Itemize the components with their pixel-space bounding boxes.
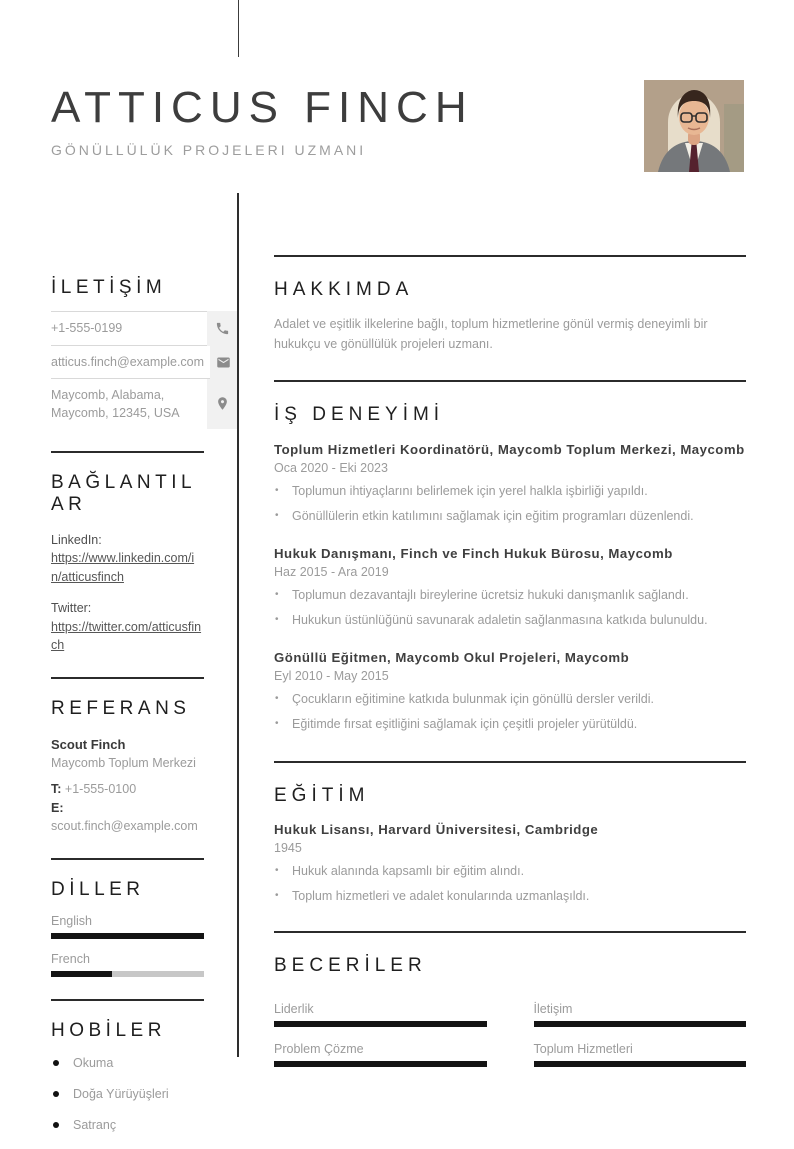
reference-organization: Maycomb Toplum Merkezi — [51, 756, 196, 771]
candidate-name: ATTICUS FINCH — [51, 83, 474, 132]
education-degree: Hukuk Lisansı, Harvard Üniversitesi, Cambridge — [274, 822, 599, 838]
skills-section — [274, 931, 746, 1066]
job-bullets — [274, 586, 746, 629]
links-heading: BAĞLANTILAR — [51, 471, 197, 516]
about-section — [274, 255, 746, 354]
job-dates: Oca 2020 - Eki 2023 — [274, 460, 388, 475]
twitter-label: Twitter: — [51, 600, 92, 615]
about-text: Adalet ve eşitlik ilkelerine bağlı, toplum hizmetlerine gönül vermiş deneyimli bir hukukçu ve gönüllülük projeleri uzmanı. — [274, 317, 708, 352]
language-item-english — [51, 914, 204, 939]
section-rule — [51, 677, 204, 679]
job-entry — [274, 441, 746, 525]
skill-level-bar — [274, 1021, 487, 1027]
reference-email-value: scout.finch@example.com — [51, 819, 198, 834]
education-section — [274, 761, 746, 905]
job-bullet: • Eğitimde fırsat eşitliğini sağlamak için çeşitli projeler yürütüldü. — [274, 715, 746, 733]
skill-item — [274, 1042, 487, 1067]
job-bullet: • Hukukun üstünlüğünü savunarak adaletin sağlanmasına katkıda bulunuldu. — [274, 611, 746, 629]
reference-email-label: E: — [51, 800, 64, 815]
skill-level-track — [274, 1021, 487, 1027]
job-bullet: • Toplumun ihtiyaçlarını belirlemek için yerel halkla işbirliği yapıldı. — [274, 482, 746, 500]
phone-icon — [207, 311, 237, 345]
links-list — [51, 531, 204, 656]
experience-section — [274, 380, 746, 733]
education-bullet: • Toplum hizmetleri ve adalet konularında uzmanlaşıldı. — [274, 887, 746, 905]
column-divider-line — [237, 193, 239, 1057]
job-title: Toplum Hizmetleri Koordinatörü, Maycomb Toplum Merkezi, Maycomb — [274, 441, 745, 457]
contact-row-address — [51, 379, 237, 429]
language-level-track — [51, 971, 204, 977]
section-rule — [51, 858, 204, 860]
section-rule — [274, 931, 746, 933]
hobby-item: Doğa Yürüyüşleri — [51, 1087, 204, 1101]
hobbies-list — [51, 1056, 204, 1132]
language-level-bar — [51, 971, 112, 977]
contact-row-phone — [51, 311, 237, 345]
mail-icon — [210, 346, 237, 379]
location-pin-icon — [207, 379, 237, 429]
hobby-item: Satranç — [51, 1118, 204, 1132]
contact-phone-value: +1-555-0199 — [51, 311, 207, 345]
language-item-french — [51, 952, 204, 977]
job-entry — [274, 649, 746, 733]
linkedin-label: LinkedIn: — [51, 532, 102, 547]
profile-photo — [644, 80, 744, 172]
hobby-item: Okuma — [51, 1056, 204, 1070]
education-entry — [274, 821, 746, 905]
skill-level-track — [534, 1021, 747, 1027]
skill-level-bar — [534, 1061, 747, 1067]
skill-name: Toplum Hizmetleri — [533, 1041, 633, 1056]
reference-section — [51, 677, 237, 836]
skill-level-bar — [274, 1061, 487, 1067]
section-rule — [51, 999, 204, 1001]
skill-name: Liderlik — [274, 1001, 314, 1016]
reference-card — [51, 735, 204, 837]
contact-heading: İLETİŞİM — [51, 277, 167, 298]
skill-level-bar — [534, 1021, 747, 1027]
contact-list — [51, 311, 237, 429]
linkedin-link[interactable]: https://www.linkedin.com/in/atticusfinch — [51, 551, 195, 585]
about-heading: HAKKIMDA — [274, 279, 414, 300]
reference-phone — [51, 780, 204, 799]
section-rule — [274, 380, 746, 382]
reference-phone-label: T: — [51, 781, 62, 796]
hobbies-section — [51, 999, 237, 1132]
skills-heading: BECERİLER — [274, 955, 427, 977]
skill-item — [274, 1002, 487, 1027]
header-accent-line — [238, 0, 239, 57]
skills-grid — [274, 1002, 746, 1067]
job-entry — [274, 545, 746, 629]
section-rule — [51, 451, 204, 453]
education-heading: EĞİTİM — [274, 785, 370, 806]
languages-list — [51, 914, 204, 977]
hobbies-heading: HOBİLER — [51, 1019, 166, 1041]
skill-item — [534, 1002, 747, 1027]
contact-row-email — [51, 346, 237, 379]
reference-email — [51, 799, 204, 837]
languages-section — [51, 858, 237, 976]
links-section — [51, 451, 237, 655]
language-name: English — [51, 913, 92, 928]
reference-phone-value: +1-555-0100 — [64, 781, 137, 796]
reference-heading: REFERANS — [51, 698, 191, 720]
skill-item — [534, 1042, 747, 1067]
twitter-link[interactable]: https://twitter.com/atticusfinch — [51, 619, 202, 653]
education-year: 1945 — [274, 841, 302, 856]
job-bullets — [274, 482, 746, 525]
job-bullet: • Çocukların eğitimine katkıda bulunmak için gönüllü dersler verildi. — [274, 690, 746, 708]
address-line-2: Maycomb, 12345, USA — [51, 405, 180, 420]
job-bullets — [274, 690, 746, 733]
job-dates: Haz 2015 - Ara 2019 — [274, 564, 389, 579]
candidate-job-title: GÖNÜLLÜLÜK PROJELERI UZMANI — [51, 142, 367, 159]
main-column — [274, 255, 746, 1067]
experience-heading: İŞ DENEYİMİ — [274, 404, 445, 426]
job-dates: Eyl 2010 - May 2015 — [274, 668, 389, 683]
job-title: Hukuk Danışmanı, Finch ve Finch Hukuk Bürosu, Maycomb — [274, 545, 673, 561]
skill-level-track — [274, 1061, 487, 1067]
job-bullet: • Toplumun dezavantajlı bireylerine ücretsiz hukuki danışmanlık sağlandı. — [274, 586, 746, 604]
contact-address-value — [51, 379, 207, 429]
skill-name: Problem Çözme — [274, 1041, 364, 1056]
contact-email-value: atticus.finch@example.com — [51, 346, 210, 379]
sidebar — [51, 277, 237, 1149]
section-rule — [274, 255, 746, 257]
section-rule — [274, 761, 746, 763]
contact-section — [51, 277, 237, 429]
language-level-track — [51, 933, 204, 939]
job-bullet: • Gönüllülerin etkin katılımını sağlamak için eğitim programları düzenlendi. — [274, 507, 746, 525]
education-bullet: • Hukuk alanında kapsamlı bir eğitim alındı. — [274, 862, 746, 880]
address-line-1: Maycomb, Alabama, — [51, 387, 165, 402]
language-name: French — [51, 951, 90, 966]
skill-name: İletişim — [533, 1001, 573, 1016]
header — [51, 84, 611, 158]
languages-heading: DİLLER — [51, 879, 145, 901]
skill-level-track — [534, 1061, 747, 1067]
job-title: Gönüllü Eğitmen, Maycomb Okul Projeleri, Maycomb — [274, 649, 630, 665]
reference-name: Scout Finch — [51, 736, 126, 752]
education-bullets — [274, 862, 746, 905]
language-level-bar — [51, 933, 204, 939]
